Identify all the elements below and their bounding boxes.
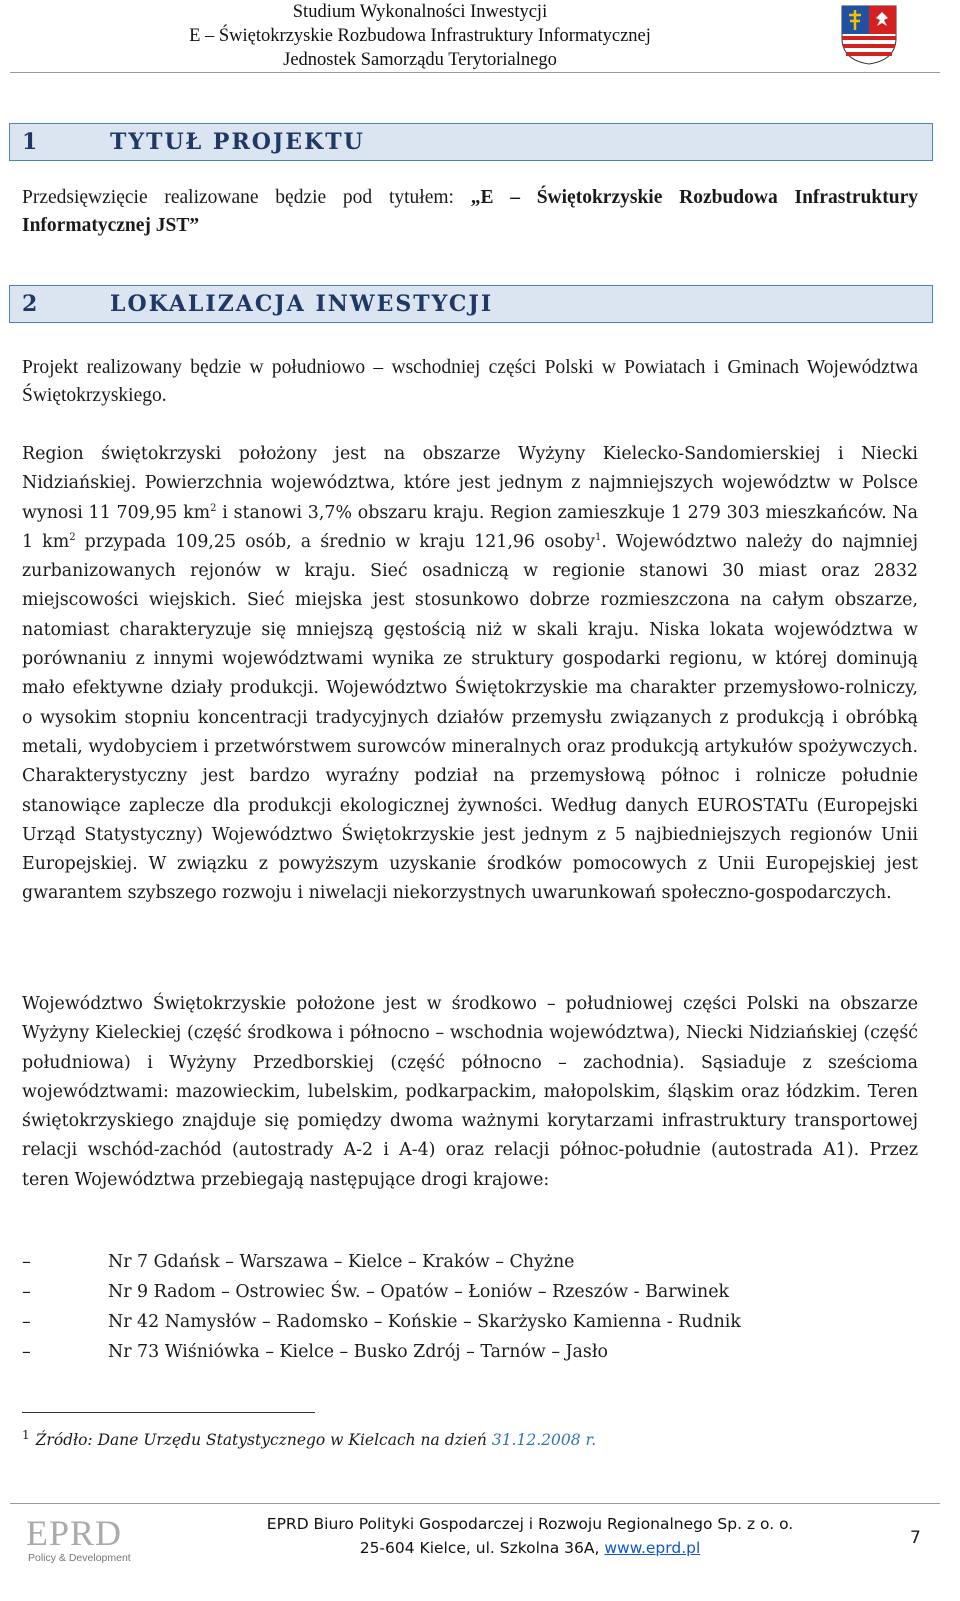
footnote-date: 31.12.2008 r. <box>491 1431 597 1450</box>
section-title: LOKALIZACJA INWESTYCJI <box>110 291 494 317</box>
footnote-divider <box>22 1412 315 1413</box>
section1-paragraph <box>22 184 918 240</box>
location-paragraph: Województwo Świętokrzyskie położone jest w środkowo – południowej części Polski na obszarze Wyżyny Kieleckiej (część środkowa i północno – wschodnia województwa), Niecki Nidziańskiej (część południowa) i Wyżyny Przedborskiej (część północno – zachodnia). Sąsiaduje z sześcioma województwami: mazowieckim, lubelskim, podkarpackim, małopolskim, śląskim oraz łódzkim. Teren świętokrzyskiego znajduje się pomiędzy dwoma ważnymi korytarzami infrastruktury transportowej relacji wschód-zachód (autostrady A-2 i A-4) oraz relacji północ-południe (autostrada A1). Przez teren Województwa przebiegają następujące drogi krajowe: <box>22 994 918 1190</box>
list-item <box>22 1282 918 1312</box>
page-header <box>120 0 720 72</box>
logo-subtitle: Policy & Development <box>28 1552 131 1564</box>
footnote <box>22 1428 596 1449</box>
footnote-ref[interactable]: 1 <box>594 532 602 544</box>
logo-text: EPRD <box>26 1513 123 1553</box>
header-line-2: E – Świętokrzyskie Rozbudowa Infrastruktury Informatycznej <box>189 26 651 46</box>
page-number: 7 <box>910 1528 921 1548</box>
road-text: Nr 7 Gdańsk – Warszawa – Kielce – Kraków – Chyżne <box>108 1252 575 1272</box>
footnote-text: Źródło: Dane Urzędu Statystycznego w Kielcach na dzień <box>35 1431 492 1450</box>
list-dash: – <box>22 1342 31 1362</box>
list-dash: – <box>22 1312 31 1332</box>
section-number: 1 <box>22 129 39 155</box>
footer-company: EPRD Biuro Polityki Gospodarczej i Rozwoju Regionalnego Sp. z o. o. <box>266 1515 794 1533</box>
para-text: przypada 109,25 osób, a średnio w kraju 121,96 osoby <box>75 531 595 552</box>
header-line-3: Jednostek Samorządu Terytorialnego <box>283 50 557 70</box>
section-number: 2 <box>22 291 39 317</box>
eprd-logo <box>14 1512 134 1568</box>
project-title-text: „E – Świętokrzyskie Rozbudowa Infrastruktury Informatycznej JST” <box>22 187 918 236</box>
footer-address: 25-604 Kielce, ul. Szkolna 36A, <box>359 1539 605 1557</box>
list-item <box>22 1342 918 1372</box>
footer-address-line <box>180 1536 880 1560</box>
header-line-1: Studium Wykonalności Inwestycji <box>292 2 548 22</box>
para-text: . Województwo należy do najmniej zurbanizowanych rejonów w kraju. Sieć osadniczą w regionie stanowi 30 miast oraz 2832 miejscowości wiejskich. Sieć miejska jest stosunkowo dobrze rozmieszczona na całym obszarze, natomiast charakteryzuje się mniejszą gęstością niż w skali kraju. Niska lokata województwa w porównaniu z innymi województwami wynika ze struktury gospodarki regionu, w której dominują mało efektywne działy produkcji. Województwo Świętokrzyskie ma charakter przemysłowo-rolniczy, o wysokim stopniu koncentracji tradycyjnych działów przemysłu związanych z produkcją i obróbką metali, wydobyciem i przetwórstwem surowców mineralnych oraz produkcją artykułów spożywczych. Charakterystyczny jest bardzo wyraźny podział na przemysłową północ i rolnicze południe stanowiące zaplecze dla produkcji ekologicznej żywności. Według danych EUROSTATu (Europejski Urząd Statystyczny) Województwo Świętokrzyskie jest jednym z 5 najbiedniejszych regionów Unii Europejskiej. W związku z powyższym uzyskanie środków pomocowych z Unii Europejskiej jest gwarantem szybszego rozwoju i niwelacji niekorzystnych uwarunkowań społeczno-gospodarczych. <box>22 531 918 904</box>
section-title: TYTUŁ PROJEKTU <box>110 129 365 155</box>
region-description-paragraph <box>22 440 918 909</box>
header-divider <box>10 72 940 73</box>
footnote-number: 1 <box>22 1428 30 1442</box>
list-item <box>22 1312 918 1342</box>
road-text: Nr 73 Wiśniówka – Kielce – Busko Zdrój – Tarnów – Jasło <box>108 1342 608 1362</box>
page-footer <box>180 1512 880 1560</box>
footer-divider <box>10 1503 940 1504</box>
section-heading-1 <box>9 123 933 161</box>
website-link[interactable]: www.eprd.pl <box>604 1539 701 1557</box>
section2-intro: Projekt realizowany będzie w południowo – wschodniej części Polski w Powiatach i Gminach Województwa Świętokrzyskiego. <box>22 357 918 406</box>
title-intro-text: Przedsięwzięcie realizowane będzie pod tytułem: <box>22 187 471 208</box>
para-text: Region świętokrzyski położony jest na obszarze Wyżyny Kielecko-Sandomierskiej i Niecki Nidziańskiej. Powierzchnia województwa, które jest jednym z najmniejszych województw w Polsce wynosi 11 709,95 km <box>22 444 918 523</box>
section-heading-2 <box>9 285 933 323</box>
list-item <box>22 1252 918 1282</box>
para-text: i stanowi 3,7% obszaru kraju. Region zamieszkuje 1 279 303 mieszkańców. Na 1 km <box>22 502 919 552</box>
coat-of-arms-icon <box>840 4 898 66</box>
superscript: 2 <box>69 532 76 544</box>
superscript: 2 <box>210 502 217 514</box>
road-text: Nr 42 Namysłów – Radomsko – Końskie – Skarżysko Kamienna - Rudnik <box>108 1312 741 1332</box>
list-dash: – <box>22 1282 31 1302</box>
road-text: Nr 9 Radom – Ostrowiec Św. – Opatów – Łoniów – Rzeszów - Barwinek <box>108 1282 730 1302</box>
list-dash: – <box>22 1252 31 1272</box>
